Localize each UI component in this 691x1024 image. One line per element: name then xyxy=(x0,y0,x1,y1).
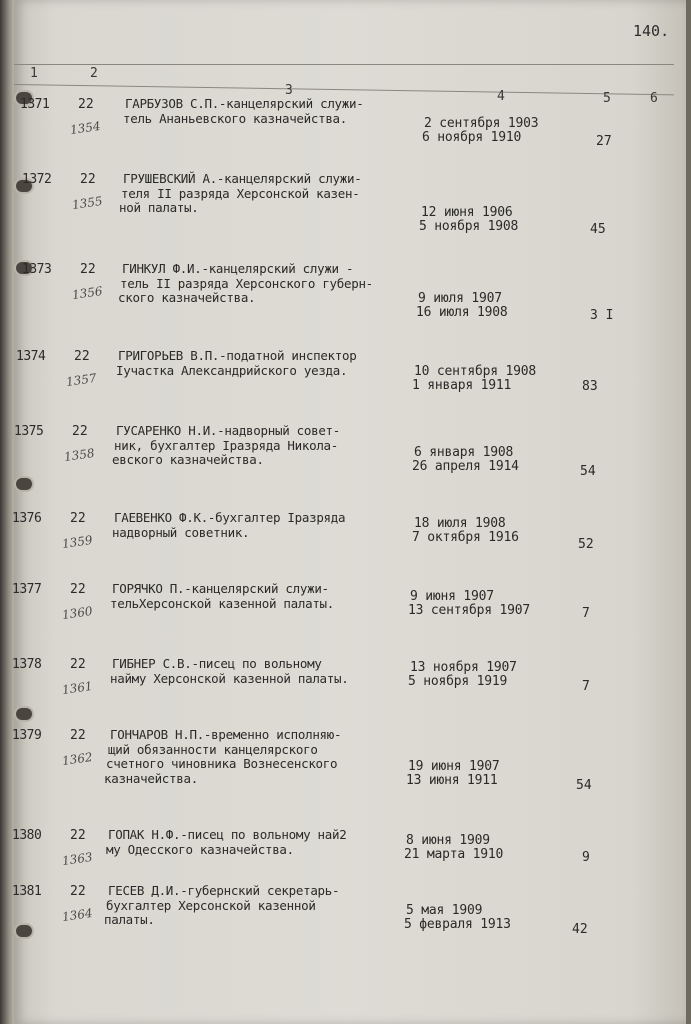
entry-handwritten-number: 1357 xyxy=(65,370,98,390)
entry-fund-number: 22 xyxy=(70,582,86,597)
entry-sheet-count: 7 xyxy=(582,679,590,694)
entry-sheet-count: 9 xyxy=(582,850,590,865)
entry-description-line: палаты. xyxy=(104,912,155,927)
entry-description-line: бухгалтер Херсонской казенной xyxy=(106,897,316,913)
entry-sheet-count: 54 xyxy=(580,464,596,479)
page-number: 140. xyxy=(633,22,670,40)
entry-fund-number: 22 xyxy=(80,262,96,277)
column-number-4: 4 xyxy=(497,89,505,104)
entry-fund-number: 22 xyxy=(70,657,86,672)
entry-date-end: 5 ноября 1908 xyxy=(419,219,519,234)
entry-number: 1373 xyxy=(22,262,52,277)
entry-number: 1376 xyxy=(12,511,42,526)
entry-date-end: 13 сентября 1907 xyxy=(408,603,531,618)
entry-handwritten-number: 1355 xyxy=(71,193,104,213)
entry-handwritten-number: 1363 xyxy=(61,849,94,869)
entry-description-line: ГОРЯЧКО П.-канцелярский служи- xyxy=(112,581,329,596)
entry-date-start: 12 июня 1906 xyxy=(421,205,513,220)
entry-handwritten-number: 1362 xyxy=(61,749,94,769)
entry-fund-number: 22 xyxy=(70,728,86,743)
inventory-entry xyxy=(0,728,691,798)
entry-description-line: ник, бухгалтер Iразряда Никола- xyxy=(114,437,338,453)
entry-description-line: щий обязанности канцелярского xyxy=(108,741,318,757)
inventory-entry xyxy=(0,657,691,727)
entry-number: 1377 xyxy=(12,582,42,597)
entry-fund-number: 22 xyxy=(70,884,86,899)
inventory-entry xyxy=(0,582,691,652)
inventory-entry xyxy=(0,172,691,242)
entry-handwritten-number: 1358 xyxy=(63,445,96,465)
entry-handwritten-number: 1359 xyxy=(61,532,94,552)
entry-description-line: Iучастка Александрийского уезда. xyxy=(116,362,348,378)
entry-description-line: му Одесского казначейства. xyxy=(106,841,294,857)
entry-sheet-count: 3 I xyxy=(590,308,614,323)
entry-sheet-count: 27 xyxy=(596,134,612,149)
entry-description-line: надворный советник. xyxy=(112,524,250,540)
entry-date-end: 6 ноября 1910 xyxy=(422,130,522,145)
entry-number: 1371 xyxy=(20,97,50,112)
entry-date-start: 19 июня 1907 xyxy=(408,759,500,774)
entry-date-end: 1 января 1911 xyxy=(412,378,512,393)
entry-fund-number: 22 xyxy=(72,424,88,439)
entry-date-start: 9 июля 1907 xyxy=(418,291,502,306)
entry-sheet-count: 45 xyxy=(590,222,606,237)
entry-description-line: ского казначейства. xyxy=(118,290,256,305)
entry-date-start: 9 июня 1907 xyxy=(410,589,494,604)
entry-description-line: ГРУШЕВСКИЙ А.-канцелярский служи- xyxy=(123,171,362,186)
entry-number: 1378 xyxy=(12,657,42,672)
column-number-6: 6 xyxy=(650,91,658,106)
inventory-entry xyxy=(0,262,691,332)
column-number-3: 3 xyxy=(285,83,293,98)
column-number-1: 1 xyxy=(30,66,38,81)
entry-description-line: казначейства. xyxy=(104,770,198,786)
entry-date-start: 2 сентября 1903 xyxy=(424,116,539,131)
inventory-entry xyxy=(0,349,691,419)
entry-description-line: ГОНЧАРОВ Н.П.-временно исполняю- xyxy=(110,727,342,742)
entry-description-line: ГАРБУЗОВ С.П.-канцелярский служи- xyxy=(125,96,364,111)
entry-date-end: 13 июня 1911 xyxy=(406,773,498,788)
column-number-2: 2 xyxy=(90,66,98,81)
entry-sheet-count: 83 xyxy=(582,379,598,394)
entry-handwritten-number: 1356 xyxy=(71,283,104,303)
entry-date-start: 6 января 1908 xyxy=(414,445,514,460)
entry-handwritten-number: 1360 xyxy=(61,603,94,623)
entry-date-start: 8 июня 1909 xyxy=(406,833,490,848)
entry-date-end: 26 апреля 1914 xyxy=(412,459,519,474)
entry-date-start: 18 июля 1908 xyxy=(414,516,506,531)
entry-description-line: тельХерсонской казенной палаты. xyxy=(110,595,334,611)
entry-handwritten-number: 1361 xyxy=(61,678,94,698)
entry-description-line: тель II разряда Херсонского губерн- xyxy=(120,275,373,291)
entry-fund-number: 22 xyxy=(70,828,86,843)
entry-date-start: 10 сентября 1908 xyxy=(414,364,537,379)
entry-date-start: 5 мая 1909 xyxy=(406,903,483,918)
entry-date-end: 7 октября 1916 xyxy=(412,530,519,545)
entry-date-start: 13 ноября 1907 xyxy=(410,660,517,675)
entry-handwritten-number: 1364 xyxy=(61,905,94,925)
entry-date-end: 5 ноября 1919 xyxy=(408,674,508,689)
entry-sheet-count: 52 xyxy=(578,537,594,552)
entry-description-line: евского казначейства. xyxy=(112,452,264,467)
entry-description-line: ГИБНЕР С.В.-писец по вольному xyxy=(112,656,322,671)
entry-description-line: ГЕСЕВ Д.И.-губернский секретарь- xyxy=(108,883,340,898)
entry-description-line: ГРИГОРЬЕВ В.П.-податной инспектор xyxy=(118,348,357,363)
entry-date-end: 5 февраля 1913 xyxy=(404,917,511,932)
entry-fund-number: 22 xyxy=(70,511,86,526)
header-rule-top xyxy=(14,64,674,65)
entry-fund-number: 22 xyxy=(78,97,94,112)
entry-description-line: ной палаты. xyxy=(119,200,199,215)
inventory-entry xyxy=(0,511,691,581)
entry-description-line: найму Херсонской казенной палаты. xyxy=(110,670,349,686)
entry-fund-number: 22 xyxy=(74,349,90,364)
entry-description-line: теля II разряда Херсонской казен- xyxy=(121,185,360,201)
entry-description-line: тель Ананьевского казначейства. xyxy=(123,110,347,126)
entry-description-line: счетного чиновника Вознесенского xyxy=(106,756,338,771)
entry-number: 1381 xyxy=(12,884,42,899)
entry-description-line: ГУСАРЕНКО Н.И.-надворный совет- xyxy=(116,423,340,438)
entry-description-line: ГОПАК Н.Ф.-писец по вольному най2 xyxy=(108,827,347,842)
entry-fund-number: 22 xyxy=(80,172,96,187)
entry-number: 1379 xyxy=(12,728,42,743)
entry-sheet-count: 7 xyxy=(582,606,590,621)
entry-description-line: ГАЕВЕНКО Ф.К.-бухгалтер Iразряда xyxy=(114,510,346,525)
entry-date-end: 16 июля 1908 xyxy=(416,305,508,320)
inventory-entry xyxy=(0,97,691,167)
entry-number: 1380 xyxy=(12,828,42,843)
entry-description-line: ГИНКУЛ Ф.И.-канцелярский служи - xyxy=(122,261,354,276)
inventory-entry xyxy=(0,884,691,954)
entry-date-end: 21 марта 1910 xyxy=(404,847,504,862)
inventory-entry xyxy=(0,424,691,494)
column-number-5: 5 xyxy=(603,91,611,106)
entry-sheet-count: 42 xyxy=(572,922,588,937)
entry-number: 1375 xyxy=(14,424,44,439)
entry-number: 1372 xyxy=(22,172,52,187)
entry-handwritten-number: 1354 xyxy=(69,118,102,138)
entry-sheet-count: 54 xyxy=(576,778,592,793)
entry-number: 1374 xyxy=(16,349,46,364)
